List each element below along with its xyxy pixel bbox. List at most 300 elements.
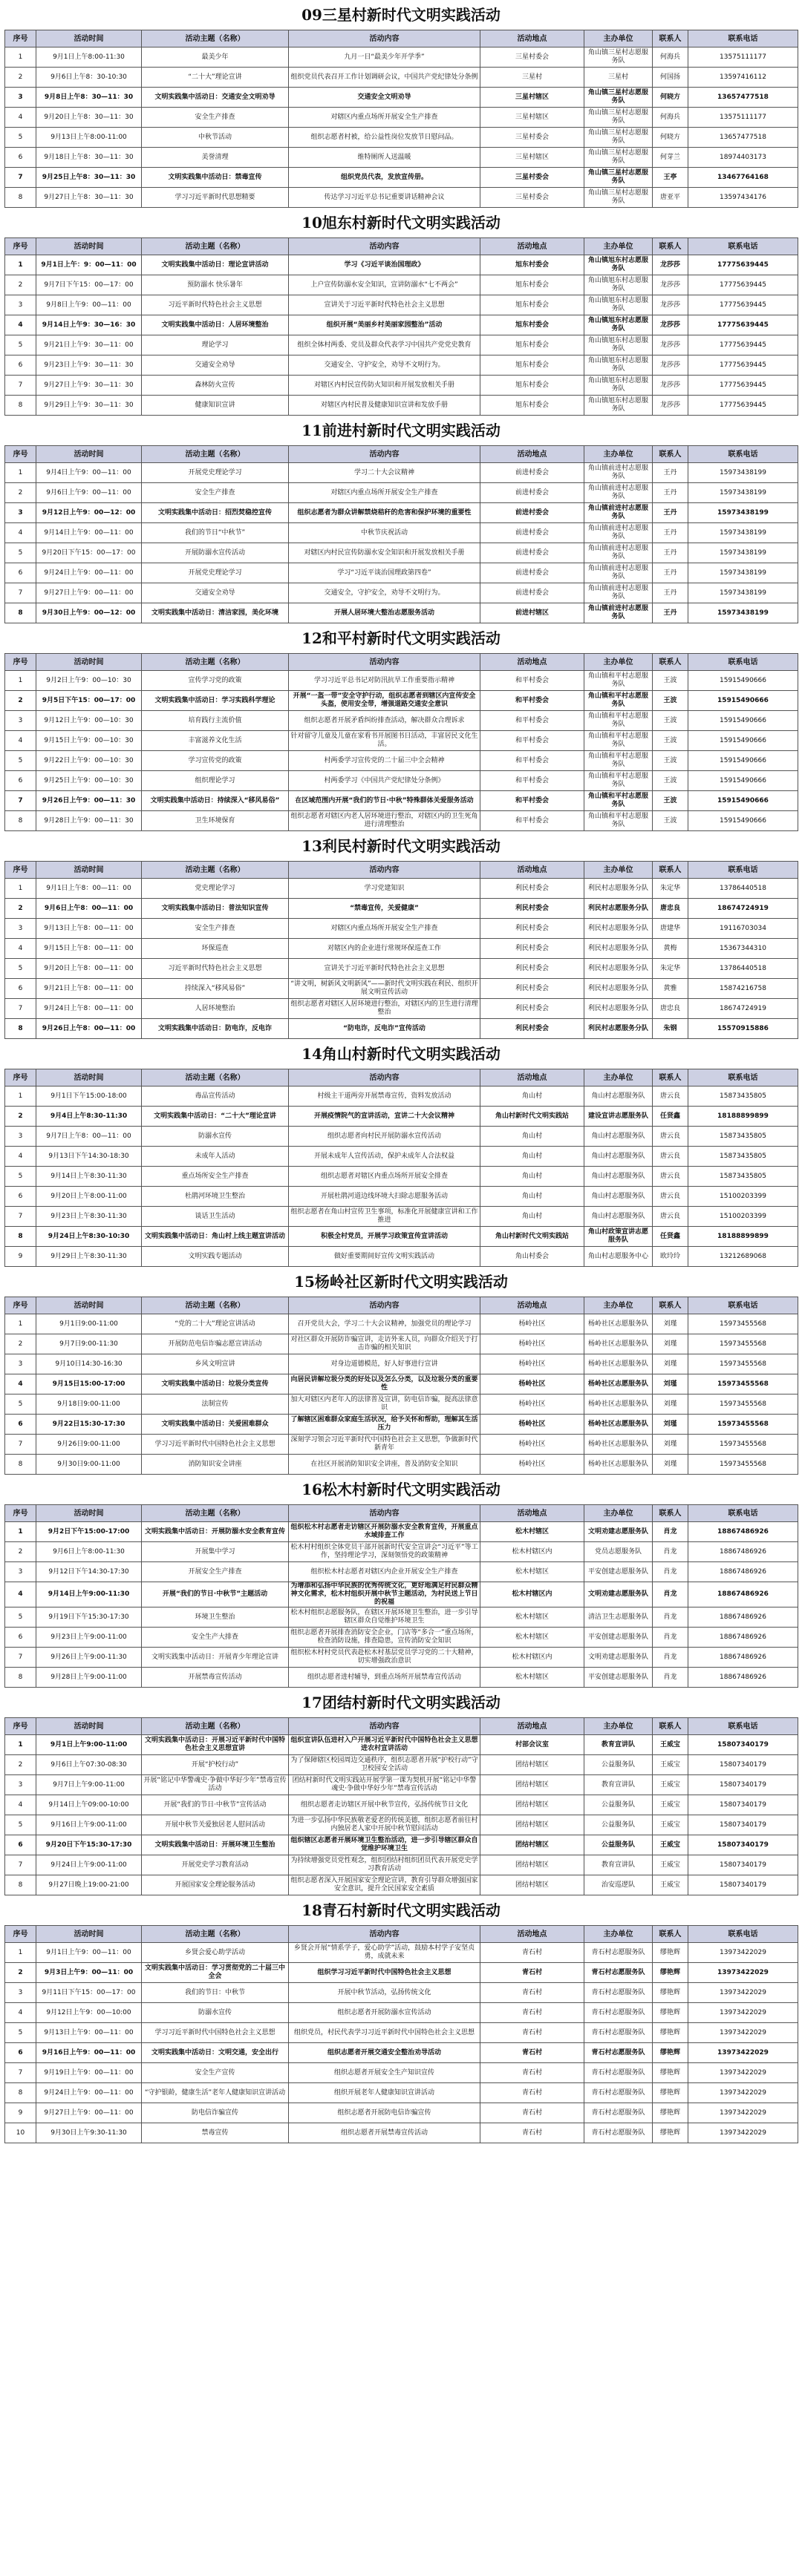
- activity-place-cell: 杨岭社区: [480, 1455, 584, 1475]
- activity-place-cell: 三星村委会: [480, 168, 584, 188]
- table-row: [5, 108, 798, 128]
- host-unit-cell: 公益服务队: [584, 1835, 653, 1855]
- row-number-cell: 2: [5, 483, 36, 503]
- activity-theme-cell: 文明实践集中活动日：开展防溺水安全教育宣传: [142, 1522, 289, 1542]
- activity-table: [4, 1717, 798, 1895]
- contact-phone-cell: 15915490666: [688, 751, 798, 771]
- activity-time-cell: 9月20日下午15：00—17：00: [36, 543, 142, 563]
- activity-theme-cell: 习近平新时代特色社会主义思想: [142, 959, 289, 979]
- host-unit-cell: 治安巡逻队: [584, 1875, 653, 1895]
- activity-time-cell: 9月27日上午9：00—11：00: [36, 2103, 142, 2123]
- column-header: 活动地点: [480, 862, 584, 879]
- table-header-row: [5, 654, 798, 671]
- table-row: [5, 959, 798, 979]
- column-header: 主办单位: [584, 1926, 653, 1943]
- activity-time-cell: 9月14日上午9：30—16：30: [36, 315, 142, 335]
- contact-phone-cell: 19116703034: [688, 919, 798, 939]
- activity-place-cell: 旭东村委会: [480, 315, 584, 335]
- activity-theme-cell: 未成年人活动: [142, 1147, 289, 1167]
- activity-theme-cell: 安全生产排查: [142, 483, 289, 503]
- activity-theme-cell: 文明实践集中活动日：人居环境整治: [142, 315, 289, 335]
- activity-table: [4, 237, 798, 416]
- activity-content-cell: 组织党员代表召开工作计划调研会议，中国共产党纪律处分条例: [289, 68, 480, 88]
- activity-theme-cell: 文明实践集中活动日：交通安全文明劝导: [142, 88, 289, 108]
- activity-time-cell: 9月6日上午9：00—11：00: [36, 483, 142, 503]
- host-unit-cell: 角山镇和平村志愿服务队: [584, 711, 653, 731]
- row-number-cell: 1: [5, 1522, 36, 1542]
- activity-content-cell: “禁毒宣传，关爱健康”: [289, 899, 480, 919]
- activity-theme-cell: 文明实践集中活动日：学习实践科学理论: [142, 691, 289, 711]
- row-number-cell: 4: [5, 1374, 36, 1394]
- activity-content-cell: 针对留守儿童及儿童在家看书开展图书日活动，丰富居民文化生活。: [289, 731, 480, 751]
- activity-table: [4, 861, 798, 1039]
- activity-time-cell: 9月29日上午9：30—11：30: [36, 396, 142, 416]
- host-unit-cell: 角山镇三星村志愿服务队: [584, 108, 653, 128]
- host-unit-cell: 角山镇三星村志愿服务队: [584, 128, 653, 148]
- activity-content-cell: 村两委学习宣传党的二十届三中全会精神: [289, 751, 480, 771]
- activity-time-cell: 9月24日上午9:00-11:00: [36, 1855, 142, 1875]
- contact-phone-cell: 17775639445: [688, 255, 798, 275]
- activity-table: [4, 1925, 798, 2143]
- contact-phone-cell: 17775639445: [688, 275, 798, 295]
- table-row: [5, 671, 798, 691]
- contact-phone-cell: 17775639445: [688, 295, 798, 315]
- contact-phone-cell: 15915490666: [688, 671, 798, 691]
- activity-time-cell: 9月30日上午9：00—12：00: [36, 603, 142, 623]
- activity-theme-cell: 预防溺水 快乐暑年: [142, 275, 289, 295]
- activity-theme-cell: 消防知识安全讲座: [142, 1455, 289, 1475]
- activity-time-cell: 9月27日晚上19:00-21:00: [36, 1875, 142, 1895]
- table-header-row: [5, 862, 798, 879]
- activity-content-cell: 组织志愿者在角山村宣传卫生事项，标准化开展健康宣讲和工作推进: [289, 1207, 480, 1227]
- host-unit-cell: 利民村志愿服务分队: [584, 919, 653, 939]
- contact-person-cell: 王丹: [653, 523, 688, 543]
- activity-theme-cell: 理论学习: [142, 335, 289, 355]
- column-header: 活动时间: [36, 1069, 142, 1087]
- activity-theme-cell: 文明实践集中活动日：开展环境卫生整治: [142, 1835, 289, 1855]
- activity-content-cell: “讲文明，树新风文明新风”——新时代文明实践在利民、组织开展文明宣传活动: [289, 979, 480, 999]
- activity-place-cell: 杨岭社区: [480, 1334, 584, 1354]
- contact-phone-cell: 18674724919: [688, 999, 798, 1019]
- row-number-cell: 5: [5, 1607, 36, 1628]
- table-header-row: [5, 1069, 798, 1087]
- activity-content-cell: 松木村村组织全体党员干部开展新时代安全宣讲会“习近平”等工作，坚持理论学习，深刻领悟党的政策精神: [289, 1542, 480, 1562]
- table-row: [5, 583, 798, 603]
- row-number-cell: 5: [5, 959, 36, 979]
- contact-phone-cell: 13973422029: [688, 2043, 798, 2063]
- contact-phone-cell: 15973438199: [688, 563, 798, 583]
- activity-time-cell: 9月18日9:00-11:00: [36, 1394, 142, 1415]
- contact-person-cell: 刘瑾: [653, 1435, 688, 1455]
- host-unit-cell: 平安创建志愿服务队: [584, 1668, 653, 1688]
- activity-theme-cell: 乡风文明宣讲: [142, 1354, 289, 1374]
- activity-theme-cell: 中秋节活动: [142, 128, 289, 148]
- contact-person-cell: 王威宝: [653, 1775, 688, 1795]
- activity-place-cell: 旭东村委会: [480, 275, 584, 295]
- activity-time-cell: 9月1日上午：9：00—11：00: [36, 255, 142, 275]
- activity-time-cell: 9月15日上午8：00—11：00: [36, 939, 142, 959]
- host-unit-cell: 清洁卫生志愿服务队: [584, 1607, 653, 1628]
- activity-theme-cell: 文明实践集中活动日：持续深入“移风易俗”: [142, 791, 289, 811]
- column-header: 序号: [5, 30, 36, 47]
- column-header: 联系人: [653, 1297, 688, 1314]
- contact-person-cell: 肖龙: [653, 1607, 688, 1628]
- activity-content-cell: 对辖区内村民宣传防火知识和开展发放相关手册: [289, 376, 480, 396]
- column-header: 序号: [5, 654, 36, 671]
- activity-content-cell: 组织志愿者对辖区人居环境进行整治，对辖区内的卫生进行清理整治: [289, 999, 480, 1019]
- table-row: [5, 751, 798, 771]
- activity-place-cell: 三星村委会: [480, 128, 584, 148]
- activity-section: [4, 1039, 798, 1267]
- activity-time-cell: 9月1日上午8：00—11：00: [36, 879, 142, 899]
- contact-person-cell: 王威宝: [653, 1855, 688, 1875]
- activity-time-cell: 9月25日上午9：00—10：30: [36, 771, 142, 791]
- contact-phone-cell: 15973438199: [688, 463, 798, 483]
- column-header: 主办单位: [584, 1297, 653, 1314]
- activity-place-cell: 杨岭社区: [480, 1415, 584, 1435]
- host-unit-cell: 青石村志愿服务队: [584, 2063, 653, 2083]
- activity-content-cell: 学习《习近平谈治国理政》: [289, 255, 480, 275]
- activity-content-cell: 组织党员，村民代表学习习近平新时代中国特色社会主义思想: [289, 2023, 480, 2043]
- column-header: 活动内容: [289, 654, 480, 671]
- contact-person-cell: 何晓方: [653, 88, 688, 108]
- table-row: [5, 2023, 798, 2043]
- row-number-cell: 5: [5, 543, 36, 563]
- host-unit-cell: 杨岭社区志愿服务队: [584, 1394, 653, 1415]
- activity-time-cell: 9月3日上午9：00—11：00: [36, 1963, 142, 1983]
- contact-phone-cell: 13575111177: [688, 108, 798, 128]
- activity-place-cell: 和平村委会: [480, 771, 584, 791]
- activity-content-cell: 为进一步弘扬中华民族敬老爱老的传统美德，组织志愿者前往村内独居老人家中开展中秋节慰问活动: [289, 1815, 480, 1835]
- contact-person-cell: 欧玲玲: [653, 1247, 688, 1267]
- contact-person-cell: 王威宝: [653, 1815, 688, 1835]
- activity-theme-cell: 开展党史学习教育活动: [142, 1855, 289, 1875]
- host-unit-cell: 公益服务队: [584, 1815, 653, 1835]
- table-row: [5, 1542, 798, 1562]
- host-unit-cell: 角山镇和平村志愿服务队: [584, 691, 653, 711]
- column-header: 活动时间: [36, 654, 142, 671]
- table-row: [5, 711, 798, 731]
- host-unit-cell: 平安创建志愿服务队: [584, 1562, 653, 1582]
- table-row: [5, 88, 798, 108]
- contact-phone-cell: 13786440518: [688, 879, 798, 899]
- host-unit-cell: 利民村志愿服务分队: [584, 879, 653, 899]
- row-number-cell: 8: [5, 603, 36, 623]
- row-number-cell: 5: [5, 1167, 36, 1187]
- activity-theme-cell: 安全生产宣传: [142, 2063, 289, 2083]
- activity-place-cell: 三星村委会: [480, 188, 584, 208]
- column-header: 活动时间: [36, 30, 142, 47]
- host-unit-cell: 青石村志愿服务队: [584, 2003, 653, 2023]
- host-unit-cell: 角山镇三星村志愿服务队: [584, 148, 653, 168]
- activity-place-cell: 利民村委会: [480, 959, 584, 979]
- contact-person-cell: 黄雅: [653, 979, 688, 999]
- activity-place-cell: 前进村委会: [480, 583, 584, 603]
- activity-content-cell: 组织学习习近平新时代中国特色社会主义思想: [289, 1963, 480, 1983]
- contact-phone-cell: 15973455568: [688, 1314, 798, 1334]
- contact-person-cell: 龙莎莎: [653, 376, 688, 396]
- activity-content-cell: 九月一日“最美少年开学季”: [289, 47, 480, 68]
- table-row: [5, 396, 798, 416]
- activity-content-cell: 组织志愿者开展安全生产知识宣传: [289, 2063, 480, 2083]
- activity-time-cell: 9月13日上午9：00—11：00: [36, 2023, 142, 2043]
- host-unit-cell: 文明劝建志愿服务队: [584, 1522, 653, 1542]
- contact-phone-cell: 18867486926: [688, 1607, 798, 1628]
- activity-theme-cell: 开展国家安全理论服务活动: [142, 1875, 289, 1895]
- row-number-cell: 6: [5, 979, 36, 999]
- activity-place-cell: 利民村委会: [480, 979, 584, 999]
- contact-phone-cell: 15807340179: [688, 1835, 798, 1855]
- activity-theme-cell: 安全生产大排查: [142, 1628, 289, 1648]
- activity-section: [4, 1895, 798, 2143]
- activity-time-cell: 9月7日上午9:00-11:00: [36, 1775, 142, 1795]
- row-number-cell: 6: [5, 1415, 36, 1435]
- row-number-cell: 2: [5, 691, 36, 711]
- activity-time-cell: 9月8日上午8：30—11：30: [36, 88, 142, 108]
- table-row: [5, 1983, 798, 2003]
- contact-person-cell: 王威宝: [653, 1875, 688, 1895]
- table-row: [5, 315, 798, 335]
- activity-content-cell: 组织志愿者开展防溺水宣传活动: [289, 2003, 480, 2023]
- activity-time-cell: 9月20日上午8：00—11：00: [36, 959, 142, 979]
- row-number-cell: 2: [5, 899, 36, 919]
- table-row: [5, 1147, 798, 1167]
- activity-theme-cell: 文明实践集中活动日：理论宣讲活动: [142, 255, 289, 275]
- contact-person-cell: 王波: [653, 691, 688, 711]
- activity-place-cell: 松木村辖区: [480, 1522, 584, 1542]
- table-row: [5, 999, 798, 1019]
- activity-content-cell: 为持续增强党员党性观念，组织团结村组织团员代表开展党史学习教育活动: [289, 1855, 480, 1875]
- activity-place-cell: 三星村辖区: [480, 88, 584, 108]
- column-header: 序号: [5, 1297, 36, 1314]
- row-number-cell: 2: [5, 1334, 36, 1354]
- row-number-cell: 7: [5, 791, 36, 811]
- activity-theme-cell: 防电信诈骗宣传: [142, 2103, 289, 2123]
- activity-theme-cell: 文明实践集中活动日：开展习近平新时代中国特色社会主义思想宣讲: [142, 1735, 289, 1755]
- contact-person-cell: 朱定华: [653, 879, 688, 899]
- activity-time-cell: 9月12日上午9：00—10：30: [36, 711, 142, 731]
- host-unit-cell: 角山镇旭东村志愿服务队: [584, 295, 653, 315]
- table-row: [5, 168, 798, 188]
- row-number-cell: 6: [5, 1835, 36, 1855]
- activity-time-cell: 9月16日上午9：00—11：00: [36, 2043, 142, 2063]
- activity-theme-cell: 环境卫生整治: [142, 1607, 289, 1628]
- activity-place-cell: 团结村辖区: [480, 1815, 584, 1835]
- contact-phone-cell: 17775639445: [688, 376, 798, 396]
- activity-time-cell: 9月1日9:00-11:00: [36, 1314, 142, 1334]
- table-row: [5, 1628, 798, 1648]
- section-title: 11前进村新时代文明实践活动: [301, 422, 501, 439]
- activity-theme-cell: 学习习近平新时代中国特色社会主义思想: [142, 1435, 289, 1455]
- activity-time-cell: 9月5日下午15：00—17：00: [36, 691, 142, 711]
- activity-content-cell: 加大对辖区内老年人的法律普及宣讲，防电信诈骗，提高法律意识: [289, 1394, 480, 1415]
- row-number-cell: 5: [5, 1394, 36, 1415]
- contact-person-cell: 缪艳辉: [653, 2123, 688, 2143]
- activity-place-cell: 青石村: [480, 2023, 584, 2043]
- activity-place-cell: 松木村辖区: [480, 1607, 584, 1628]
- host-unit-cell: 角山镇旭东村志愿服务队: [584, 315, 653, 335]
- table-row: [5, 1127, 798, 1147]
- row-number-cell: 6: [5, 771, 36, 791]
- contact-phone-cell: 15915490666: [688, 771, 798, 791]
- activity-content-cell: 组织志愿者走访辖区开展中秋节宣传，弘扬传统节日文化: [289, 1795, 480, 1815]
- row-number-cell: 1: [5, 47, 36, 68]
- contact-person-cell: 肖龙: [653, 1542, 688, 1562]
- section-title: 10旭东村新时代文明实践活动: [301, 214, 501, 232]
- activity-content-cell: 组织辖区志愿者开展环境卫生整治活动，进一步引导辖区群众自觉维护环境卫生: [289, 1835, 480, 1855]
- contact-person-cell: 缪艳辉: [653, 2103, 688, 2123]
- contact-phone-cell: 15973455568: [688, 1334, 798, 1354]
- activity-content-cell: 宣讲关于习近平新时代特色社会主义思想: [289, 295, 480, 315]
- table-row: [5, 1394, 798, 1415]
- activity-place-cell: 青石村: [480, 2123, 584, 2143]
- row-number-cell: 8: [5, 1875, 36, 1895]
- contact-phone-cell: 18188899899: [688, 1107, 798, 1127]
- activity-place-cell: 利民村委会: [480, 919, 584, 939]
- column-header: 活动内容: [289, 1505, 480, 1522]
- activity-theme-cell: 森林防火宣传: [142, 376, 289, 396]
- activity-theme-cell: 文明实践集中活动日：普法知识宣传: [142, 899, 289, 919]
- row-number-cell: 2: [5, 1542, 36, 1562]
- contact-phone-cell: 15100203399: [688, 1187, 798, 1207]
- activity-place-cell: 旭东村委会: [480, 376, 584, 396]
- activity-time-cell: 9月24日上午9：00—11：00: [36, 563, 142, 583]
- host-unit-cell: 角山镇和平村志愿服务队: [584, 671, 653, 691]
- activity-theme-cell: 谈话卫生活动: [142, 1207, 289, 1227]
- activity-place-cell: 角山村: [480, 1207, 584, 1227]
- contact-person-cell: 朱定华: [653, 959, 688, 979]
- table-row: [5, 939, 798, 959]
- table-header-row: [5, 446, 798, 463]
- table-row: [5, 2063, 798, 2083]
- contact-person-cell: 何海兵: [653, 47, 688, 68]
- activity-time-cell: 9月14日上午09:00-10:00: [36, 1795, 142, 1815]
- activity-place-cell: 团结村辖区: [480, 1775, 584, 1795]
- table-row: [5, 731, 798, 751]
- activity-place-cell: 角山村新时代文明实践站: [480, 1227, 584, 1247]
- table-row: [5, 1943, 798, 1963]
- section-title: 09三星村新时代文明实践活动: [301, 6, 501, 24]
- host-unit-cell: 角山镇旭东村志愿服务队: [584, 396, 653, 416]
- contact-phone-cell: 13973422029: [688, 2123, 798, 2143]
- host-unit-cell: 教育宣讲队: [584, 1855, 653, 1875]
- activity-place-cell: 青石村: [480, 1983, 584, 2003]
- host-unit-cell: 杨岭社区志愿服务队: [584, 1334, 653, 1354]
- column-header: 联系电话: [688, 446, 798, 463]
- table-header-row: [5, 1297, 798, 1314]
- activity-time-cell: 9月7日9:00-11:30: [36, 1334, 142, 1354]
- activity-place-cell: 松木村辖区内: [480, 1648, 584, 1668]
- contact-person-cell: 龙莎莎: [653, 335, 688, 355]
- table-row: [5, 1415, 798, 1435]
- activity-time-cell: 9月24日上午8:30-10:30: [36, 1227, 142, 1247]
- host-unit-cell: 角山镇旭东村志愿服务队: [584, 355, 653, 376]
- contact-phone-cell: 13973422029: [688, 2063, 798, 2083]
- activity-content-cell: 传达学习习近平总书记重要讲话精神会议: [289, 188, 480, 208]
- activity-place-cell: 和平村委会: [480, 671, 584, 691]
- activity-content-cell: 交通安全，守护安全，劝导不文明行为。: [289, 583, 480, 603]
- contact-person-cell: 刘瑾: [653, 1394, 688, 1415]
- activity-content-cell: 组织党员代表，发放宣传册。: [289, 168, 480, 188]
- table-row: [5, 523, 798, 543]
- contact-person-cell: 王波: [653, 791, 688, 811]
- contact-person-cell: 何晓方: [653, 128, 688, 148]
- contact-person-cell: 唐云良: [653, 1207, 688, 1227]
- table-row: [5, 1107, 798, 1127]
- activity-section: [4, 831, 798, 1039]
- activity-content-cell: 做好重要期间好宣传文明实践活动: [289, 1247, 480, 1267]
- host-unit-cell: 青石村志愿服务队: [584, 1943, 653, 1963]
- activity-theme-cell: 杜鹃河环境卫生整治: [142, 1187, 289, 1207]
- table-row: [5, 1795, 798, 1815]
- activity-theme-cell: 开展“护校行动”: [142, 1755, 289, 1775]
- section-title: 12和平村新时代文明实践活动: [301, 629, 501, 647]
- activity-time-cell: 9月4日上午9：00—11：00: [36, 463, 142, 483]
- host-unit-cell: 青石村志愿服务队: [584, 2023, 653, 2043]
- activity-time-cell: 9月1日上午9：00—11：00: [36, 1943, 142, 1963]
- activity-content-cell: 对辖区内重点场所开展安全生产排查: [289, 483, 480, 503]
- row-number-cell: 8: [5, 1455, 36, 1475]
- contact-person-cell: 王丹: [653, 483, 688, 503]
- contact-phone-cell: 18188899899: [688, 1227, 798, 1247]
- section-title: 13利民村新时代文明实践活动: [301, 837, 501, 855]
- column-header: 主办单位: [584, 1505, 653, 1522]
- contact-person-cell: 缪艳辉: [653, 1943, 688, 1963]
- activity-place-cell: 旭东村委会: [480, 335, 584, 355]
- contact-phone-cell: 15973455568: [688, 1455, 798, 1475]
- column-header: 联系电话: [688, 1926, 798, 1943]
- activity-theme-cell: 宣传学习党的政策: [142, 671, 289, 691]
- activity-place-cell: 角山村: [480, 1167, 584, 1187]
- host-unit-cell: 青石村志愿服务队: [584, 2083, 653, 2103]
- activity-place-cell: 三星村委会: [480, 47, 584, 68]
- contact-phone-cell: 13973422029: [688, 2003, 798, 2023]
- table-header-row: [5, 1926, 798, 1943]
- contact-phone-cell: 18867486926: [688, 1522, 798, 1542]
- activity-theme-cell: 开展“我们的节日·中秋节”主题活动: [142, 1582, 289, 1607]
- table-header-row: [5, 1505, 798, 1522]
- host-unit-cell: 角山镇前进村志愿服务队: [584, 523, 653, 543]
- contact-phone-cell: 15807340179: [688, 1775, 798, 1795]
- contact-phone-cell: 13575111177: [688, 47, 798, 68]
- contact-phone-cell: 13973422029: [688, 1943, 798, 1963]
- activity-time-cell: 9月21日上午8：00—11：00: [36, 979, 142, 999]
- activity-content-cell: 交通安全文明劝导: [289, 88, 480, 108]
- activity-time-cell: 9月20日下午15:30-17:30: [36, 1835, 142, 1855]
- activity-time-cell: 9月1日上午9:00-11:00: [36, 1735, 142, 1755]
- activity-place-cell: 青石村: [480, 2043, 584, 2063]
- activity-theme-cell: 学习宣传党的政策: [142, 751, 289, 771]
- host-unit-cell: 青石村志愿服务队: [584, 2103, 653, 2123]
- activity-content-cell: 组织志愿者为群众讲解禁烧秸秆的危害和保护环境的重要性: [289, 503, 480, 523]
- row-number-cell: 4: [5, 731, 36, 751]
- activity-theme-cell: 党史理论学习: [142, 879, 289, 899]
- table-row: [5, 1207, 798, 1227]
- table-row: [5, 1334, 798, 1354]
- column-header: 活动地点: [480, 654, 584, 671]
- host-unit-cell: 利民村志愿服务分队: [584, 939, 653, 959]
- activity-time-cell: 9月14日上午9:00-11:30: [36, 1582, 142, 1607]
- contact-phone-cell: 15973438199: [688, 483, 798, 503]
- host-unit-cell: 党员志愿服务队: [584, 1542, 653, 1562]
- row-number-cell: 9: [5, 2103, 36, 2123]
- activity-place-cell: 前进村辖区: [480, 603, 584, 623]
- activity-place-cell: 前进村委会: [480, 563, 584, 583]
- activity-content-cell: 松木村组织志愿服务队，在辖区开展环境卫生整治，进一步引导辖区群众自觉维护环境卫生: [289, 1607, 480, 1628]
- row-number-cell: 6: [5, 1628, 36, 1648]
- contact-phone-cell: 15100203399: [688, 1207, 798, 1227]
- activity-time-cell: 9月12日上午9：00—12：00: [36, 503, 142, 523]
